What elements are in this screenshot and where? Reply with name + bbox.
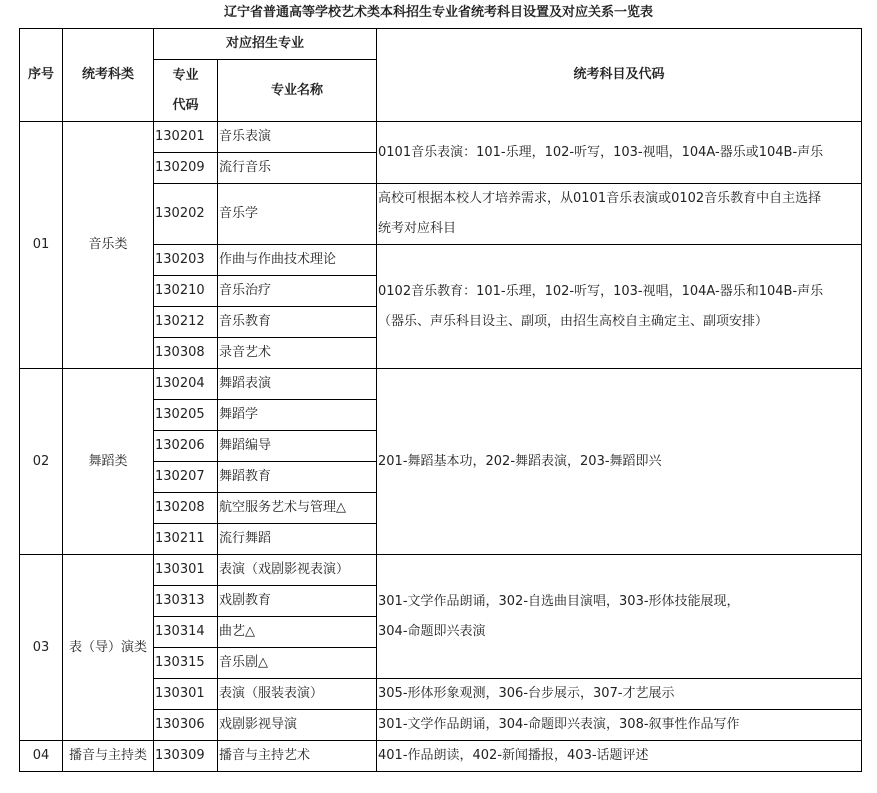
major-name: 音乐表演 — [218, 122, 377, 153]
group-category: 表（导）演类 — [63, 555, 154, 741]
major-code: 130206 — [154, 431, 218, 462]
major-code: 130308 — [154, 338, 218, 369]
group-seq: 01 — [20, 122, 63, 369]
group-seq: 02 — [20, 369, 63, 555]
major-code: 130306 — [154, 710, 218, 741]
subjects-line: 201-舞蹈基本功，202-舞蹈表演，203-舞蹈即兴 — [378, 453, 662, 469]
table-row — [20, 122, 862, 153]
major-name: 舞蹈编导 — [218, 431, 377, 462]
header-subjects: 统考科目及代码 — [377, 29, 862, 122]
group-seq: 04 — [20, 741, 63, 772]
major-code: 130301 — [154, 679, 218, 710]
major-code: 130208 — [154, 493, 218, 524]
major-name: 录音艺术 — [218, 338, 377, 369]
page-title: 辽宁省普通高等学校艺术类本科招生专业省统考科目设置及对应关系一览表 — [223, 5, 653, 20]
header-code-line2: 代码 — [172, 97, 199, 113]
major-code: 130209 — [154, 153, 218, 184]
subjects-cell — [377, 184, 862, 245]
major-name: 表演（服装表演） — [218, 679, 377, 710]
group-seq: 03 — [20, 555, 63, 741]
major-code: 130201 — [154, 122, 218, 153]
subjects-line: 304-命题即兴表演 — [378, 623, 486, 639]
header-code-line1: 专业 — [172, 67, 199, 83]
major-code: 130207 — [154, 462, 218, 493]
header-name: 专业名称 — [218, 60, 377, 122]
major-name: 音乐剧△ — [218, 648, 377, 679]
subjects-line: 301-文学作品朗诵，302-自选曲目演唱，303-形体技能展现， — [378, 593, 740, 609]
subjects-cell — [377, 555, 862, 679]
group-category: 音乐类 — [63, 122, 154, 369]
major-name: 表演（戏剧影视表演） — [218, 555, 377, 586]
major-code: 130203 — [154, 245, 218, 276]
major-name: 流行音乐 — [218, 153, 377, 184]
major-code: 130301 — [154, 555, 218, 586]
header-seq: 序号 — [20, 29, 63, 122]
major-code: 130212 — [154, 307, 218, 338]
major-name: 航空服务艺术与管理△ — [218, 493, 377, 524]
group-category: 舞蹈类 — [63, 369, 154, 555]
subjects-cell — [377, 122, 862, 184]
subjects-line: 0102音乐教育：101-乐理，102-听写，103-视唱，104A-器乐和104B-声乐 — [378, 283, 824, 299]
header-code — [154, 60, 218, 122]
major-name: 音乐学 — [218, 184, 377, 245]
subjects-line: （器乐、声乐科目设主、副项，由招生高校自主确定主、副项安排） — [378, 313, 769, 329]
major-code: 130315 — [154, 648, 218, 679]
major-name: 曲艺△ — [218, 617, 377, 648]
major-name: 流行舞蹈 — [218, 524, 377, 555]
header-row — [20, 29, 862, 60]
subjects-cell — [377, 245, 862, 369]
major-name: 音乐教育 — [218, 307, 377, 338]
table-row — [20, 555, 862, 586]
header-major-group: 对应招生专业 — [154, 29, 377, 60]
subjects-cell — [377, 369, 862, 555]
major-code: 130211 — [154, 524, 218, 555]
major-code: 130313 — [154, 586, 218, 617]
group-category: 播音与主持类 — [63, 741, 154, 772]
major-name: 戏剧教育 — [218, 586, 377, 617]
subjects-cell: 301-文学作品朗诵，304-命题即兴表演，308-叙事性作品写作 — [377, 710, 862, 741]
subjects-line: 高校可根据本校人才培养需求，从0101音乐表演或0102音乐教育中自主选择 — [378, 191, 822, 206]
major-name: 舞蹈教育 — [218, 462, 377, 493]
subjects-cell: 305-形体形象观测，306-台步展示，307-才艺展示 — [377, 679, 862, 710]
major-code: 130314 — [154, 617, 218, 648]
major-code: 130309 — [154, 741, 218, 772]
subjects-line: 0101音乐表演：101-乐理，102-听写，103-视唱，104A-器乐或104B-声乐 — [378, 144, 824, 160]
major-code: 130205 — [154, 400, 218, 431]
major-code: 130210 — [154, 276, 218, 307]
header-category: 统考科类 — [63, 29, 154, 122]
major-name: 舞蹈学 — [218, 400, 377, 431]
major-name: 播音与主持艺术 — [218, 741, 377, 772]
major-code: 130202 — [154, 184, 218, 245]
major-name: 舞蹈表演 — [218, 369, 377, 400]
subject-table — [19, 28, 862, 772]
table-row — [20, 369, 862, 400]
subjects-line: 统考对应科目 — [378, 221, 457, 236]
major-name: 音乐治疗 — [218, 276, 377, 307]
major-name: 戏剧影视导演 — [218, 710, 377, 741]
major-code: 130204 — [154, 369, 218, 400]
table-row — [20, 741, 862, 772]
subjects-cell: 401-作品朗读，402-新闻播报，403-话题评述 — [377, 741, 862, 772]
major-name: 作曲与作曲技术理论 — [218, 245, 377, 276]
